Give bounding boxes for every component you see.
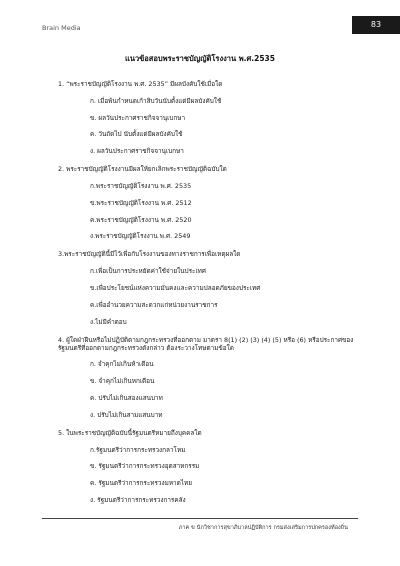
answer-option: ก. เมื่อพ้นกำหนดเก้าสิบวันนับตั้งแต่มีผลบังคับใช้ bbox=[90, 96, 222, 105]
answer-option: ก.รัฐมนตรีว่าการกระทรวงกลาโหม bbox=[90, 445, 186, 454]
answer-option: ก.พระราชบัญญัติโรงงาน พ.ศ. 2535 bbox=[90, 181, 192, 190]
question-text: 3.พระราชบัญญัตินี้มีไว้เพื่อกับโรงงานของทางราชการเพื่อเหตุผลใด bbox=[58, 250, 241, 259]
answer-option: ง.ไม่มีคำตอบ bbox=[90, 317, 127, 326]
question-item bbox=[58, 80, 368, 155]
answer-option: ง. ปรับไม่เกินสามแสนบาท bbox=[90, 410, 163, 419]
answer-option: ข. จำคุกไม่เกินหกเดือน bbox=[90, 377, 155, 386]
question-text: 1. “พระราชบัญญัติโรงงาน พ.ศ. 2535” มีผลบังคับใช้เมื่อใด bbox=[58, 80, 223, 88]
answer-option: ง. รัฐมนตรีว่าการกระทรวงการคลัง bbox=[90, 495, 186, 504]
footer-divider bbox=[42, 518, 358, 519]
question-text: 4. ผู้ใดฝ่าฝืนหรือไม่ปฏิบัติตามกฎกระทรวงที่ออกตาม มาตรา 8(1) (2) (3) (4) (5) หรือ (6) หรือประกาศของรัฐมนตรีที่ออกตามกฎกระทรวงดังกล่าว ต้องระวางโทษตามข้อใด bbox=[58, 335, 354, 352]
question-text: 2. พระราชบัญญัติโรงงานมีผลให้ยกเลิกพระราชบัญญัติฉบับใด bbox=[58, 165, 227, 174]
question-item bbox=[58, 165, 368, 240]
answer-option: ค. รัฐมนตรีว่าการกระทรวงมหาดไทย bbox=[90, 479, 192, 488]
page-number-badge: 83 bbox=[352, 16, 400, 34]
answer-option: ค. วันถัดไป นับตั้งแต่มีผลบังคับใช้ bbox=[90, 130, 183, 139]
answer-option: ข.พระราชบัญญัติโรงงาน พ.ศ. 2512 bbox=[90, 198, 192, 207]
answer-option: ก. จำคุกไม่เกินห้าเดือน bbox=[90, 360, 154, 369]
answer-option: ง. ผลวันประกาศราชกิจจานุเบกษา bbox=[90, 147, 184, 156]
answer-option: ค.เพื่ออำนวยความสะดวกแก่หน่วยงานราชการ bbox=[90, 300, 218, 309]
answer-option: ค.พระราชบัญญัติโรงงาน พ.ศ. 2520 bbox=[90, 215, 192, 224]
document-title: แนวข้อสอบพระราชบัญญัติโรงงาน พ.ศ.2535 bbox=[125, 54, 275, 63]
footer-text: ภาค ข นักวิชาการสุขาภิบาลปฏิบัติการ กรมส่งเสริมการปกครองท้องถิ่น bbox=[178, 525, 348, 531]
question-list bbox=[58, 80, 368, 504]
answer-option: ข. รัฐมนตรีว่าการกระทรวงอุตสาหกรรม bbox=[90, 462, 200, 471]
question-item bbox=[58, 429, 368, 504]
question-text: 5. ในพระราชบัญญัติฉบับนี้รัฐมนตรีหมายถึงบุคคลใด bbox=[58, 428, 202, 437]
question-item bbox=[58, 336, 368, 419]
answer-option: ก.เพื่อเป็นการประหยัดค่าใช้จ่ายในประเทศ bbox=[90, 267, 206, 276]
question-item bbox=[58, 250, 368, 325]
answer-option: ค. ปรับไม่เกินสองแสนบาท bbox=[90, 393, 163, 402]
answer-option: ข.เพื่อประโยชน์แห่งความมั่นคงและความปลอดภัยของประเทศ bbox=[90, 283, 261, 292]
answer-option: ข. ผลวันประกาศราชกิจจานุเบกษา bbox=[90, 113, 186, 122]
header-brand: Brain Media bbox=[42, 24, 81, 32]
answer-option: ง.พระราชบัญญัติโรงงาน พ.ศ. 2549 bbox=[90, 232, 191, 241]
